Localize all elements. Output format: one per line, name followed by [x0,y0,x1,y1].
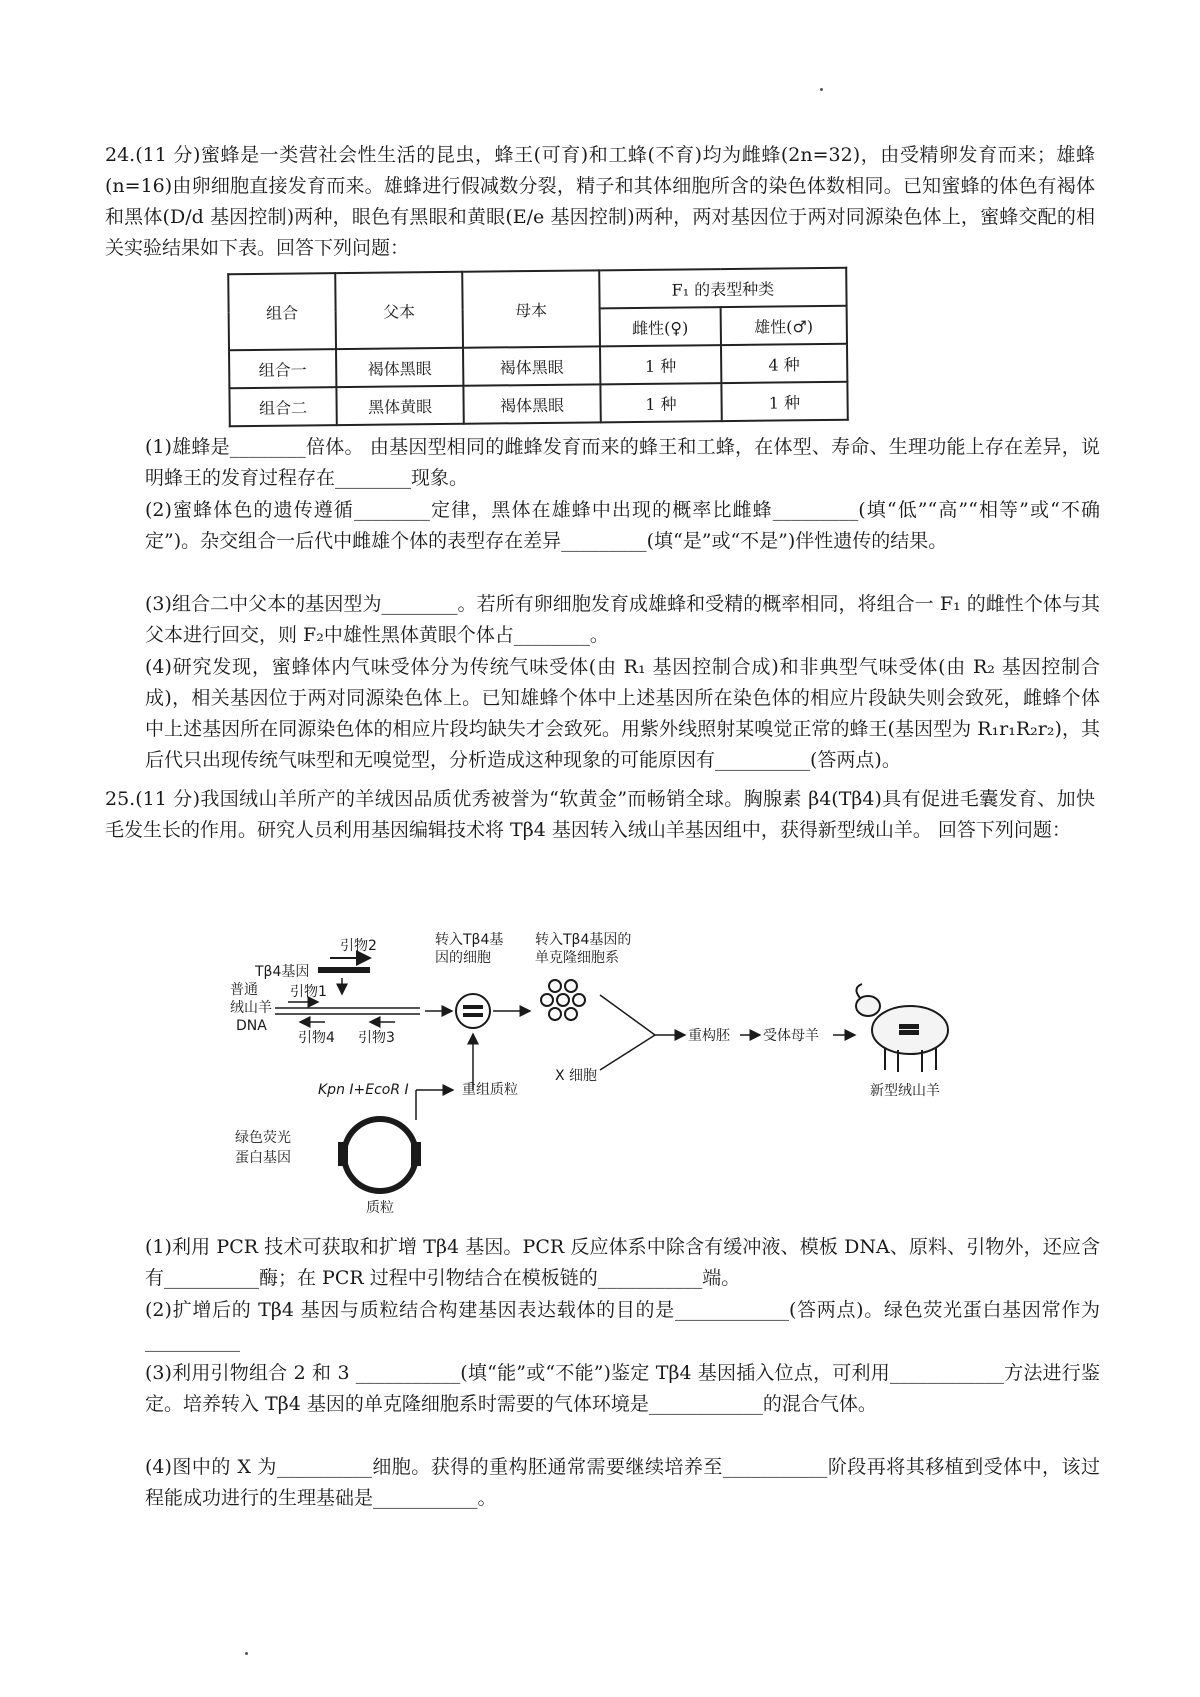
cell-mother: 褐体黑眼 [463,346,600,385]
cell-label-2: 因的细胞 [435,950,491,966]
plasmid-label: 质粒 [366,1200,394,1216]
table-header-group: 组合 [228,273,336,350]
site-block [411,1142,421,1166]
cell-label-1: 转入Tβ4基 [435,932,504,948]
goat-icon [856,984,948,1072]
flow-line [600,995,655,1035]
scan-speck [245,1652,248,1655]
question-25-sub3: (3)利用引物组合 2 和 3 ___________(填“能”或“不能”)鉴定 Tβ4 基因插入位点，可利用____________方法进行鉴定。培养转入 Tβ4 基因的单克隆细胞系时需要的气体环境是____________的混合气体。 [145,1362,1100,1415]
question-24-sub1: (1)雄蜂是________倍体。 由基因型相同的雌蜂发育而来的蜂王和工蜂，在体型、寿命、生理功能上存在差异，说明蜂王的发育过程存在________现象。 [145,436,1100,489]
cell-father: 黑体黄眼 [336,386,463,425]
gene-label: Tβ4基因 [255,964,310,980]
dna-label-2: 绒山羊 [230,1000,272,1016]
question-25-sub1: (1)利用 PCR 技术可获取和扩增 Tβ4 基因。PCR 反应体系中除含有缓冲液、模板 DNA、原料、引物外，还应含有__________酶；在 PCR 过程中引物结合在模板链的___________端。 [145,1236,1100,1289]
plasmid-inner-ring [350,1125,410,1185]
scan-speck [820,88,823,91]
transgenic-goat-diagram [230,930,1010,1220]
recipient-label: 受体母羊 [763,1028,819,1044]
new-goat-label: 新型绒山羊 [870,1083,940,1099]
gfp-label-2: 蛋白基因 [235,1150,291,1166]
cell-male: 4 种 [721,344,848,383]
gene-block [318,967,370,973]
table-header-mother: 母本 [462,270,600,347]
question-24-sub4: (4)研究发现，蜜蜂体内气味受体分为传统气味受体(由 R₁ 基因控制合成)和非典型气味受体(由 R₂ 基因控制合成)，相关基因位于两对同源染色体上。已知雄蜂个体中上述基因所在染色体的相应片段缺失则会致死，雌蜂个体中上述基因所在同源染色体的相应片段均缺失才会致死。用紫外线照射某嗅觉正常的蜂王(基因型为 R₁r₁R₂r₂)，其后代只出现传统气味型和无嗅觉型，分析造成这种现象的可能原因有__________(答两点)。 [145,656,1100,771]
question-24-sub3: (3)组合二中父本的基因型为________。若所有卵细胞发育成雄蜂和受精的概率相同，将组合一 F₁ 的雌性个体与其父本进行回交，则 F₂中雄性黑体黄眼个体占________。 [145,593,1100,646]
dna-label-3: DNA [236,1018,267,1034]
table-header-male: 雄性(♂) [720,306,847,345]
primer4-label: 引物4 [298,1030,335,1046]
primer2-label: 引物2 [340,938,377,954]
clone-cells-icon [541,980,585,1020]
bee-cross-table [227,267,849,427]
cell-male: 1 种 [721,382,848,421]
cell-mother: 褐体黑眼 [463,384,600,423]
cell-group: 组合二 [229,387,336,426]
clone-label-2: 单克隆细胞系 [535,950,619,966]
embryo-label: 重构胚 [688,1028,730,1044]
recombinant-plasmid-label: 重组质粒 [462,1082,518,1098]
enzymes-label: Kpn Ⅰ+EcoR Ⅰ [318,1082,409,1098]
table-row [229,344,847,388]
table-header-female: 雌性(♀) [600,307,721,346]
chromosome-mark [463,1013,483,1017]
x-cell-label: X 细胞 [555,1068,598,1084]
question-24-intro: 24.(11 分)蜜蜂是一类营社会性生活的昆虫，蜂王(可育)和工蜂(不育)均为雌蜂(2n=32)，由受精卵发育而来；雄蜂(n=16)由卵细胞直接发育而来。雄蜂进行假减数分裂，精子和其体细胞所含的染色体数相同。已知蜜蜂的体色有褐体和黑体(D/d 基因控制)两种，眼色有黑眼和黄眼(E/e 基因控制)两种，两对基因位于两对同源染色体上，蜜蜂交配的相关实验结果如下表。回答下列问题： [105,144,1095,259]
gfp-label-1: 绿色荧光 [235,1130,291,1146]
flow-line [600,1035,655,1070]
plasmid-icon [344,1119,416,1191]
primer3-label: 引物3 [358,1030,395,1046]
dna-label-1: 普通 [230,982,258,998]
question-25-intro: 25.(11 分)我国绒山羊所产的羊绒因品质优秀被誉为“软黄金”而畅销全球。胸腺素 β4(Tβ4)具有促进毛囊发育、加快毛发生长的作用。研究人员利用基因编辑技术将 Tβ4 基因转入绒山羊基因组中，获得新型绒山羊。 回答下列问题： [105,788,1095,841]
question-24-sub2: (2)蜜蜂体色的遗传遵循________定律，黑体在雄蜂中出现的概率比雌蜂_________(填“低”“高”“相等”或“不确定”)。杂交组合一后代中雌雄个体的表型存在差异_________(填“是”或“不是”)伴性遗传的结果。 [145,499,1100,552]
table-header-father: 父本 [335,272,463,349]
chromosome-mark [463,1005,483,1009]
cell-group: 组合一 [229,349,336,388]
table-header-f1: F₁ 的表型种类 [599,268,846,309]
table-row [229,382,847,426]
primer1-label: 引物1 [290,984,327,1000]
question-25-sub2: (2)扩增后的 Tβ4 基因与质粒结合构建基因表达载体的目的是____________(答两点)。绿色荧光蛋白基因常作为__________ [145,1299,1100,1352]
gfp-gene-block [338,1142,348,1166]
clone-label-1: 转入Tβ4基因的 [535,932,632,948]
cell-female: 1 种 [600,345,721,384]
cell-female: 1 种 [600,383,721,422]
transformed-cell-icon [456,994,490,1028]
question-25-sub4: (4)图中的 X 为__________细胞。获得的重构胚通常需要继续培养至___________阶段再将其移植到受体中，该过程能成功进行的生理基础是___________。 [145,1456,1100,1509]
cell-father: 褐体黑眼 [336,348,463,387]
